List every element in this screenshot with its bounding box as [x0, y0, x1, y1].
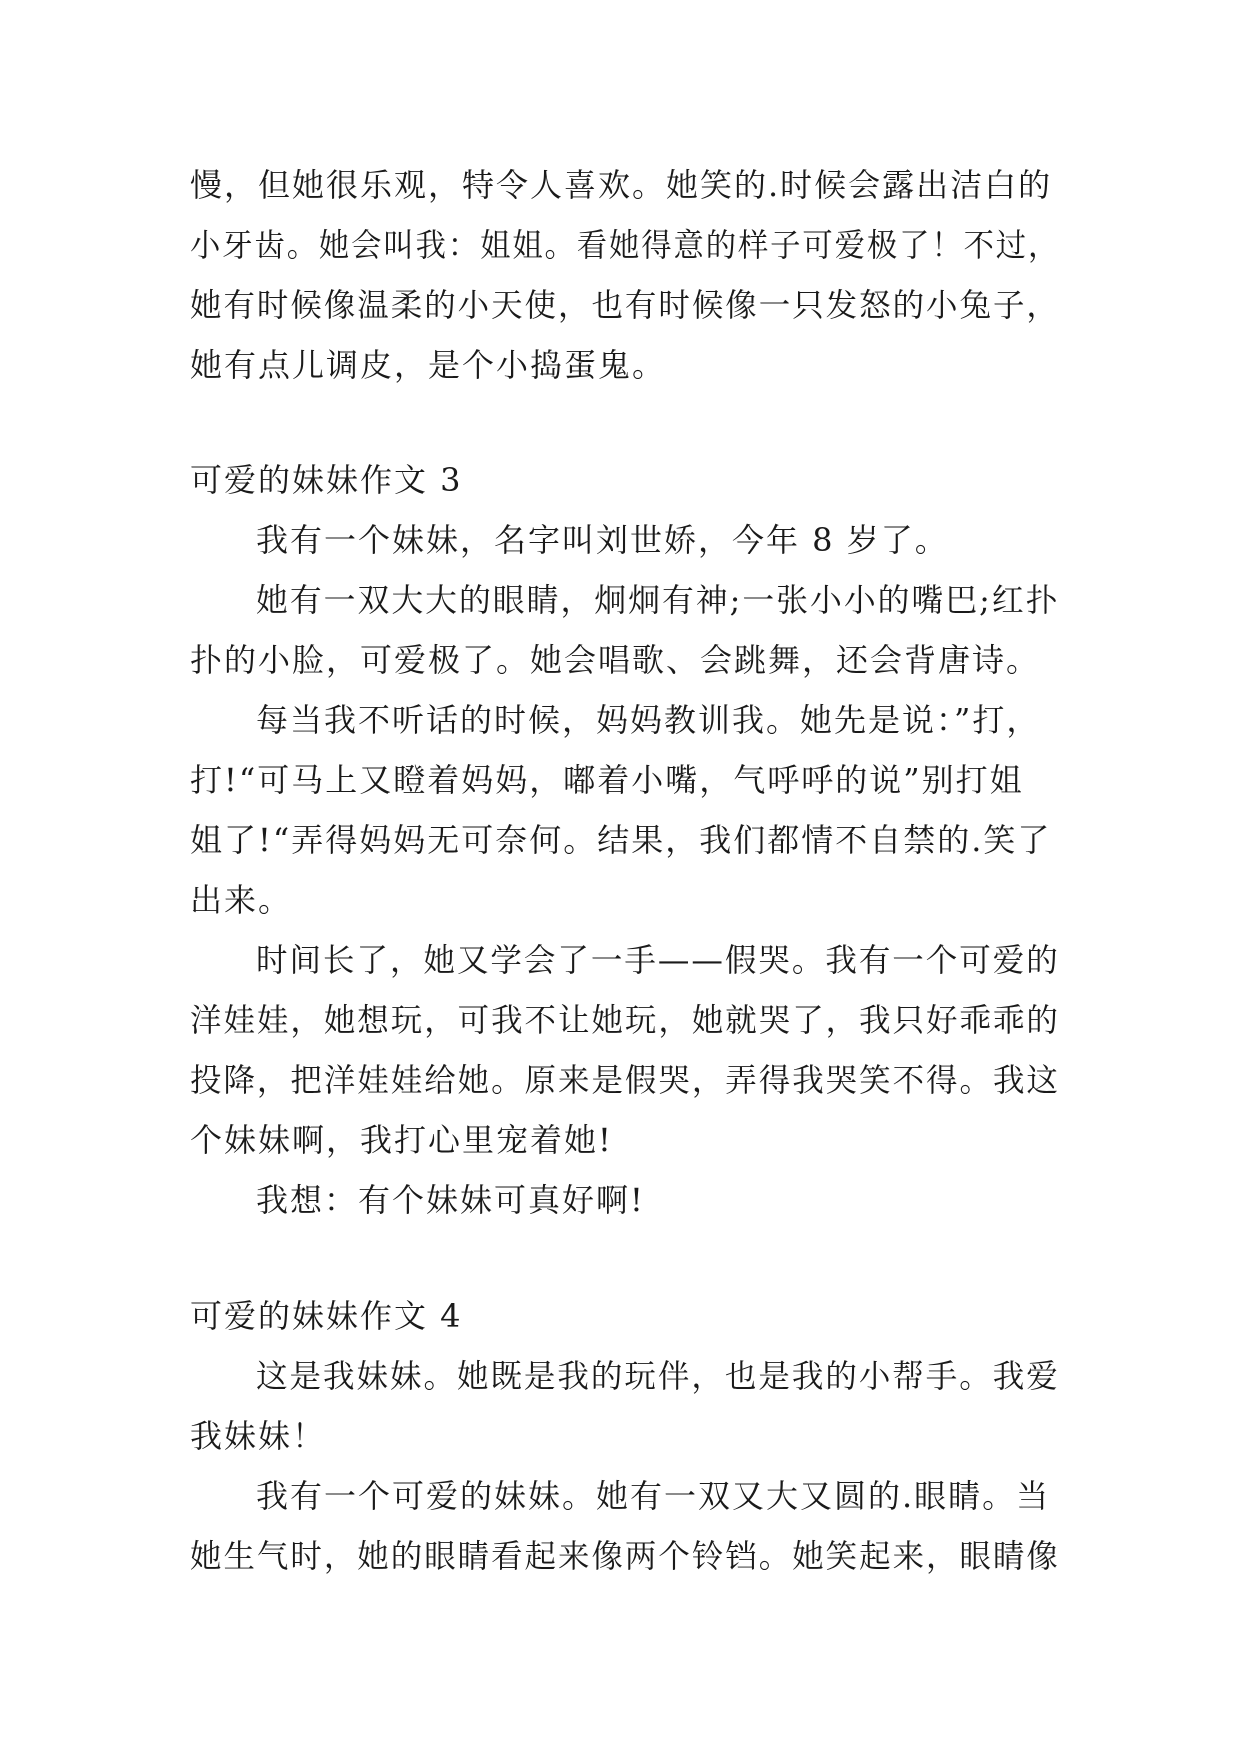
paragraph-line: 她有点儿调皮，是个小捣蛋鬼。: [190, 346, 667, 384]
paragraph-line: 小牙齿。她会叫我：姐姐。看她得意的样子可爱极了！不过，: [190, 226, 1061, 264]
paragraph-line: 时间长了，她又学会了一手——假哭。我有一个可爱的: [256, 941, 1060, 979]
paragraph-line: 慢，但她很乐观，特令人喜欢。她笑的.时候会露出洁白的: [190, 166, 1053, 204]
paragraph-line: 每当我不听话的时候，妈妈教训我。她先是说：”打，: [256, 701, 1041, 739]
paragraph-line: 我想：有个妹妹可真好啊!: [256, 1181, 645, 1219]
paragraph-line: 我妹妹！: [190, 1417, 327, 1455]
paragraph-line: 我有一个可爱的妹妹。她有一双又大又圆的.眼睛。当: [256, 1477, 1051, 1515]
paragraph-line: 打!“可马上又瞪着妈妈，嘟着小嘴，气呼呼的说”别打姐: [190, 761, 1024, 799]
paragraph-line: 这是我妹妹。她既是我的玩伴，也是我的小帮手。我爱: [256, 1357, 1060, 1395]
section-title: 可爱的妹妹作文 4: [190, 1297, 463, 1335]
paragraph-line: 姐了!“弄得妈妈无可奈何。结果，我们都情不自禁的.笑了: [190, 821, 1052, 859]
section-title: 可爱的妹妹作文 3: [190, 461, 463, 499]
paragraph-line: 投降，把洋娃娃给她。原来是假哭，弄得我哭笑不得。我这: [190, 1061, 1060, 1099]
paragraph-line: 扑的小脸，可爱极了。她会唱歌、会跳舞，还会背唐诗。: [190, 641, 1041, 679]
paragraph-line: 洋娃娃，她想玩，可我不让她玩，她就哭了，我只好乖乖的: [190, 1001, 1060, 1039]
paragraph-line: 我有一个妹妹，名字叫刘世娇，今年 8 岁了。: [256, 521, 949, 559]
paragraph-line: 她有一双大大的眼睛，炯炯有神;一张小小的嘴巴;红扑: [256, 581, 1060, 619]
paragraph-line: 出来。: [190, 881, 293, 919]
paragraph-line: 她有时候像温柔的小天使，也有时候像一只发怒的小兔子，: [190, 286, 1060, 324]
paragraph-line: 个妹妹啊，我打心里宠着她!: [190, 1121, 613, 1159]
paragraph-line: 她生气时，她的眼睛看起来像两个铃铛。她笑起来，眼睛像: [190, 1537, 1060, 1575]
